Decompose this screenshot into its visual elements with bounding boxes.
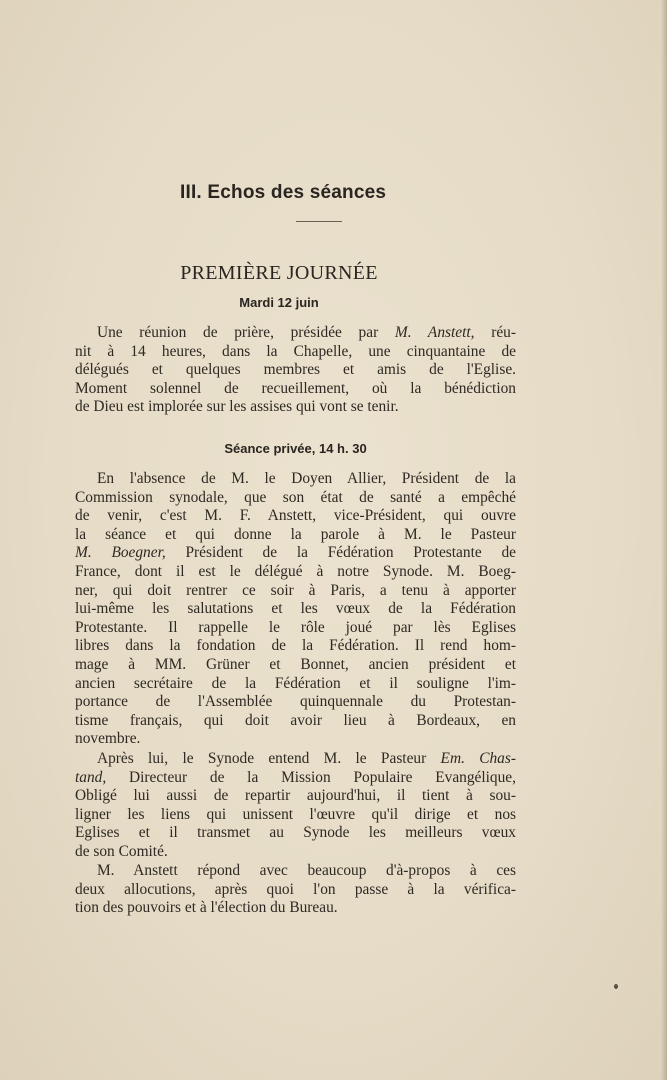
- text-line: nit à 14 heures, dans la Chapelle, une cinquantaine de: [75, 342, 516, 360]
- text-line: de son Comité.: [75, 842, 168, 860]
- text-line: ancien secrétaire de la Fédération et il souligne l'im-: [75, 674, 516, 692]
- paragraph-session-opening: [75, 470, 516, 749]
- text-line: tisme français, qui doit avoir lieu à Bordeaux, en: [75, 711, 516, 729]
- text-line: Eglises et il transmet au Synode les meilleurs vœux: [75, 824, 516, 842]
- text-line: Obligé lui aussi de repartir aujourd'hui, il tient à sou-: [75, 787, 516, 805]
- text-line: lui-même les salutations et les vœux de la Fédération: [75, 600, 516, 618]
- text-line: mage à MM. Grüner et Bonnet, ancien président et: [75, 655, 516, 673]
- paragraph-chastand: [75, 750, 516, 862]
- paper-speck: [614, 984, 618, 989]
- text-line: M. Anstett répond avec beaucoup d'à-propos à ces: [97, 862, 516, 879]
- text-line: de venir, c'est M. F. Anstett, vice-Président, qui ouvre: [75, 507, 516, 525]
- text-line: deux allocutions, après quoi l'on passe à la vérifica-: [75, 880, 516, 898]
- page-edge-shadow: [661, 0, 667, 1080]
- text-line: Moment solennel de recueillement, où la bénédiction: [75, 379, 516, 397]
- text-line: portance de l'Assemblée quinquennale du Protestan-: [75, 693, 516, 711]
- text-line: France, dont il est le délégué à notre Synode. M. Boeg-: [75, 562, 516, 580]
- text-line: ligner les liens qui unissent l'œuvre qu'il dirige et nos: [75, 805, 516, 823]
- text-line: tion des pouvoirs et à l'élection du Bureau.: [75, 899, 338, 917]
- text-line: Une réunion de prière, présidée par M. Anstett, réu-: [97, 324, 516, 341]
- text-line: de Dieu est implorée sur les assises qui vont se tenir.: [75, 398, 399, 416]
- paragraph-opening-prayer: [75, 324, 516, 417]
- session-title: Séance privée, 14 h. 30: [224, 441, 367, 456]
- text-line: En l'absence de M. le Doyen Allier, Président de la: [97, 470, 516, 487]
- text-line: novembre.: [75, 730, 141, 748]
- day-date: Mardi 12 juin: [239, 295, 319, 310]
- text-line: Commission synodale, que son état de santé a empêché: [75, 488, 516, 506]
- text-line: ner, qui doit rentrer ce soir à Paris, a tenu à apporter: [75, 581, 516, 599]
- text-line: tand, Directeur de la Mission Populaire Evangélique,: [75, 768, 516, 786]
- section-title: III. Echos des séances: [180, 182, 387, 203]
- paragraph-reply: [75, 862, 516, 918]
- text-line: M. Boegner, Président de la Fédération Protestante de: [75, 544, 516, 562]
- text-line: délégués et quelques membres et amis de l'Eglise.: [75, 361, 516, 379]
- day-title: PREMIÈRE JOURNÉE: [180, 262, 378, 284]
- text-line: libres dans la fondation de la Fédération. Il rend hom-: [75, 637, 516, 655]
- text-line: Après lui, le Synode entend M. le Pasteur Em. Chas-: [97, 750, 516, 767]
- title-rule: [296, 221, 342, 222]
- text-line: la séance et qui donne la parole à M. le Pasteur: [75, 525, 516, 543]
- text-line: Protestante. Il rappelle le rôle joué par lès Eglises: [75, 618, 516, 636]
